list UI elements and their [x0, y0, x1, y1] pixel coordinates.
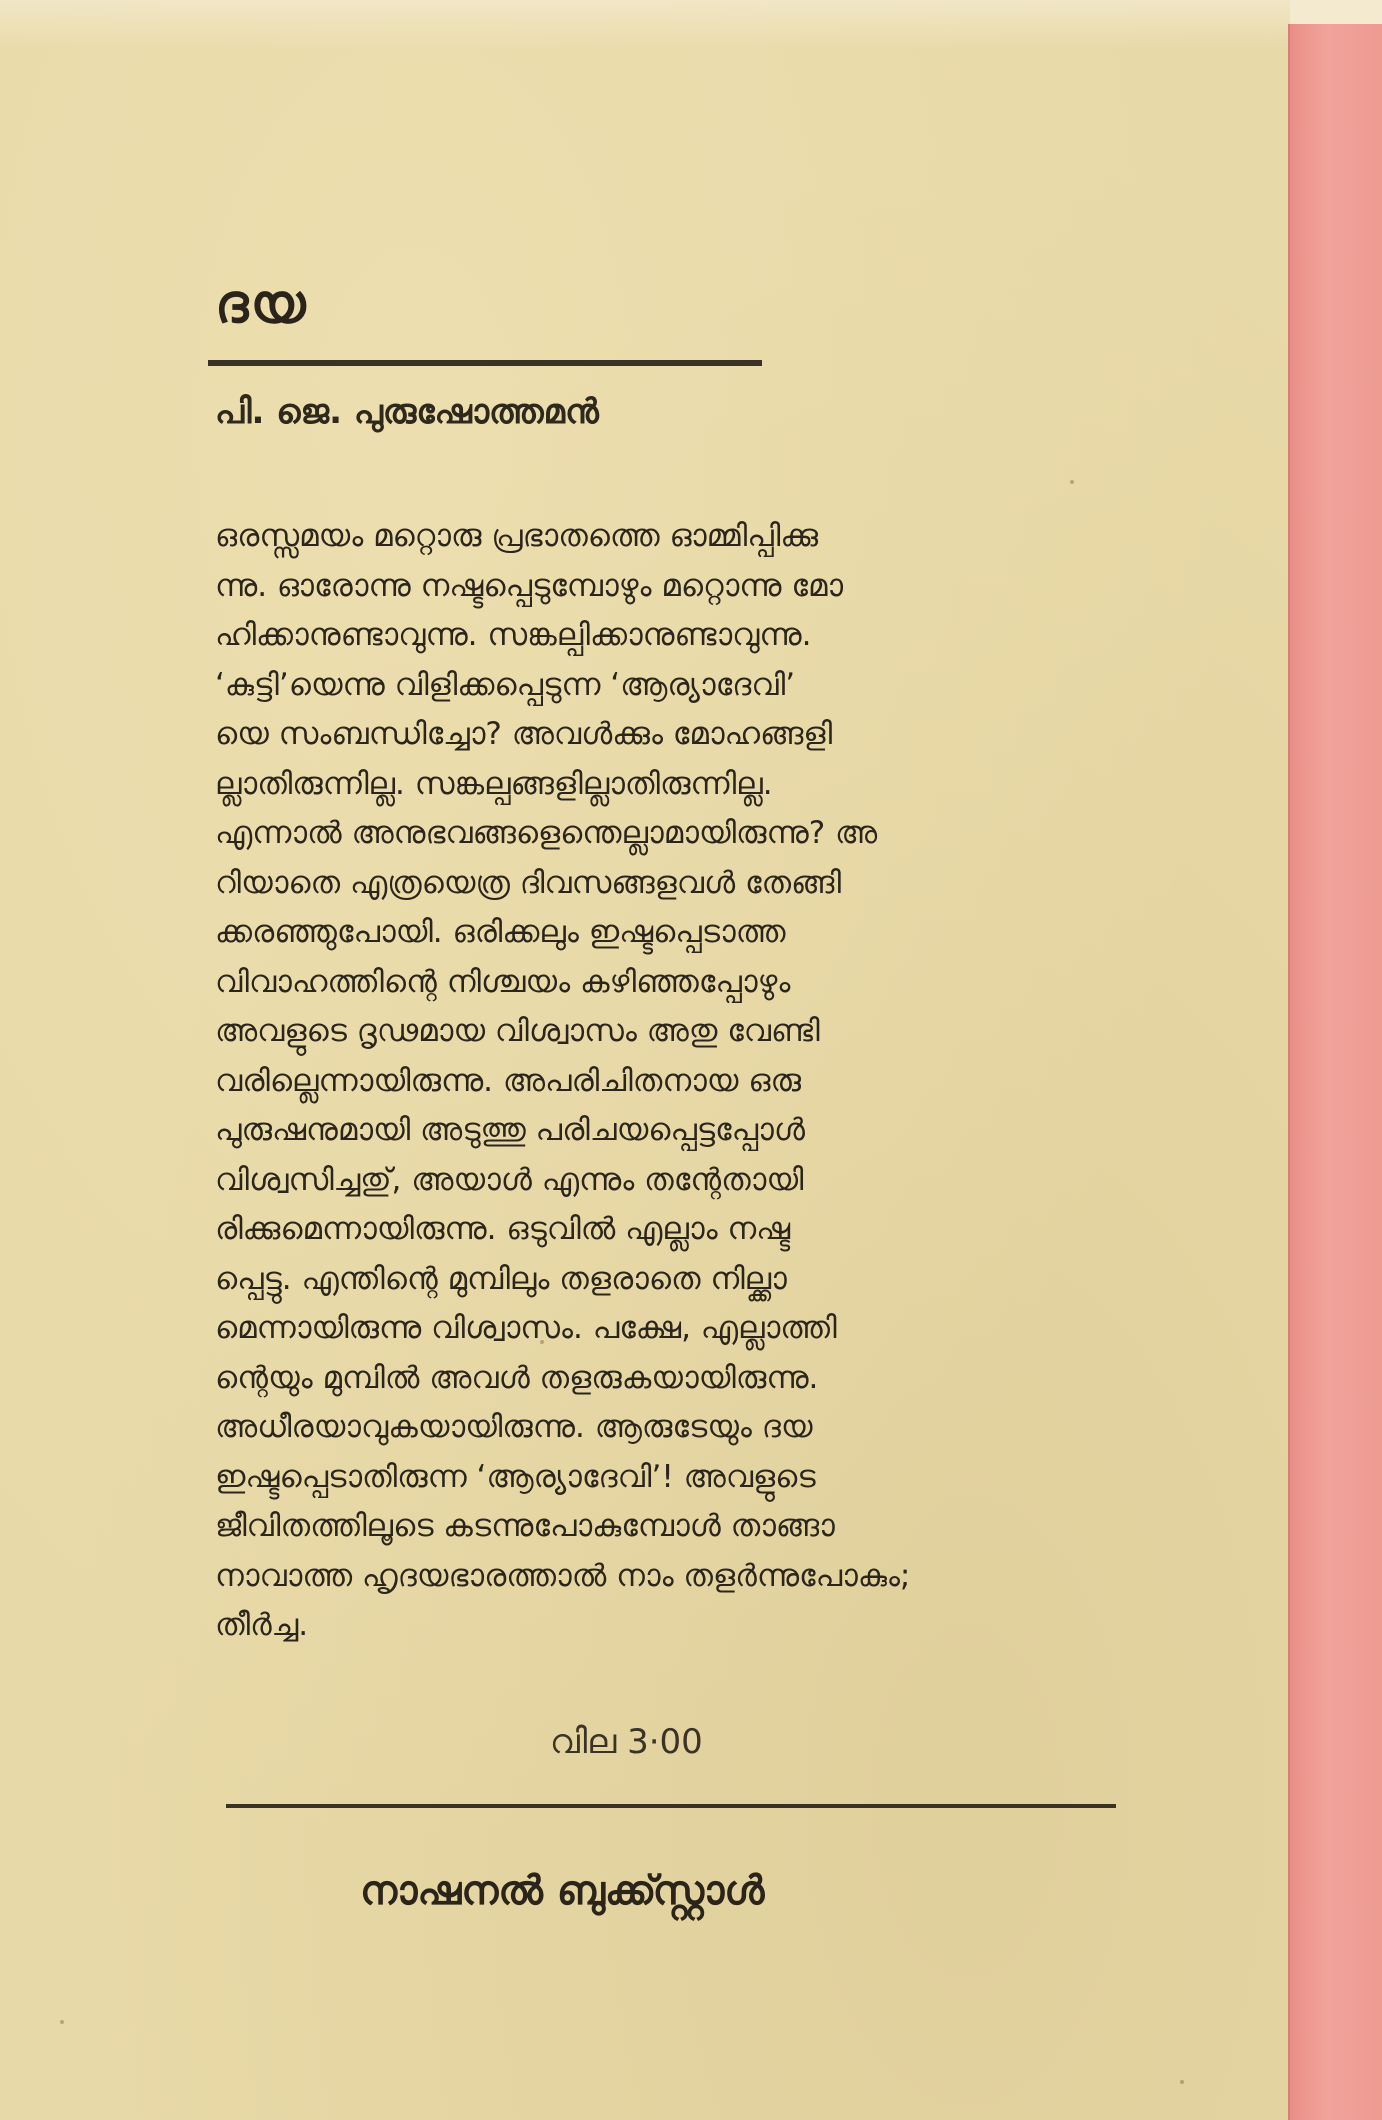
- blurb-line: അവളുടെ ദൃഢമായ വിശ്വാസം അതു വേണ്ടി: [215, 1013, 820, 1049]
- book-blurb: [215, 512, 1115, 1651]
- book-title: ദയ: [215, 272, 308, 335]
- blurb-line: അധീരയാവുകയായിരുന്നു. ആരുടേയും ദയ: [215, 1409, 813, 1445]
- blurb-line: രിക്കുമെന്നായിരുന്നു. ഒടുവിൽ എല്ലാം നഷ്ട: [215, 1211, 791, 1247]
- blurb-line: എന്നാൽ അനുഭവങ്ങളെന്തെല്ലാമായിരുന്നു? അ: [215, 815, 878, 851]
- blurb-line: പ്പെട്ടു. എന്തിന്റെ മുമ്പിലും തളരാതെ നില്ക്കാ: [215, 1260, 787, 1297]
- paper-speck: [1070, 480, 1074, 484]
- blurb-line: വിവാഹത്തിന്റെ നിശ്ചയം കഴിഞ്ഞപ്പോഴും: [215, 963, 791, 1000]
- spine-top-strip: [1290, 0, 1382, 24]
- cover-top-edge: [0, 0, 1290, 48]
- book-author: പി. ജെ. പുരുഷോത്തമൻ: [215, 392, 599, 432]
- title-divider: [208, 360, 762, 366]
- blurb-line: ന്നു. ഓരോന്നു നഷ്ടപ്പെടുമ്പോഴും മറ്റൊന്നു മോ: [215, 567, 844, 604]
- book-spine: [1288, 24, 1382, 2120]
- blurb-line: തീർച്ച.: [215, 1607, 309, 1643]
- blurb-line: ഒരസ്സമയം മറ്റൊരു പ്രഭാതത്തെ ഓമ്മിപ്പിക്കു: [215, 518, 819, 554]
- blurb-line: ഇഷ്ടപ്പെടാതിരുന്ന ‘ആര്യാദേവി’! അവളുടെ: [215, 1458, 816, 1495]
- blurb-line: നാവാത്ത ഹൃദയഭാരത്താൽ നാം തളർന്നുപോകും;: [215, 1557, 911, 1594]
- blurb-line: വരില്ലെന്നായിരുന്നു. അപരിചിതനായ ഒരു: [215, 1062, 801, 1099]
- blurb-line: റിയാതെ എത്രയെത്ര ദിവസങ്ങളവൾ തേങ്ങി: [215, 864, 842, 901]
- paper-speck: [60, 2020, 64, 2024]
- blurb-line: പുരുഷനുമായി അടുത്തു പരിചയപ്പെട്ടപ്പോൾ: [215, 1112, 805, 1148]
- blurb-line: യെ സംബന്ധിച്ചോ? അവൾക്കും മോഹങ്ങളി: [215, 716, 833, 752]
- publisher-name: നാഷനൽ ബുക്ക്സ്റ്റാൾ: [360, 1868, 765, 1914]
- blurb-line: ജീവിതത്തിലൂടെ കടന്നുപോകുമ്പോൾ താങ്ങാ: [215, 1508, 835, 1544]
- blurb-line: മെന്നായിരുന്നു വിശ്വാസം. പക്ഷേ, എല്ലാത്തി: [215, 1310, 837, 1346]
- blurb-line: ‘കുട്ടി’യെന്നു വിളിക്കപ്പെടുന്ന ‘ആര്യാദേവി’: [215, 666, 796, 703]
- blurb-line: ഹിക്കാനുണ്ടാവുന്നു. സങ്കല്പിക്കാനുണ്ടാവുന്നു.: [215, 617, 812, 653]
- blurb-line: ക്കരഞ്ഞുപോയി. ഒരിക്കലും ഇഷ്ടപ്പെടാത്ത: [215, 914, 786, 950]
- blurb-line: ന്റെയും മുമ്പിൽ അവൾ തളരുകയായിരുന്നു.: [215, 1359, 819, 1396]
- blurb-line: ല്ലാതിരുന്നില്ല. സങ്കല്പങ്ങളില്ലാതിരുന്നില്ല.: [215, 765, 773, 802]
- paper-speck: [1180, 2080, 1184, 2084]
- book-price: വില 3·00: [550, 1722, 703, 1762]
- blurb-line: വിശ്വസിച്ചതു്, അയാൾ എന്നും തന്റേതായി: [215, 1161, 804, 1198]
- paper-speck: [540, 1340, 544, 1344]
- publisher-divider: [226, 1804, 1116, 1808]
